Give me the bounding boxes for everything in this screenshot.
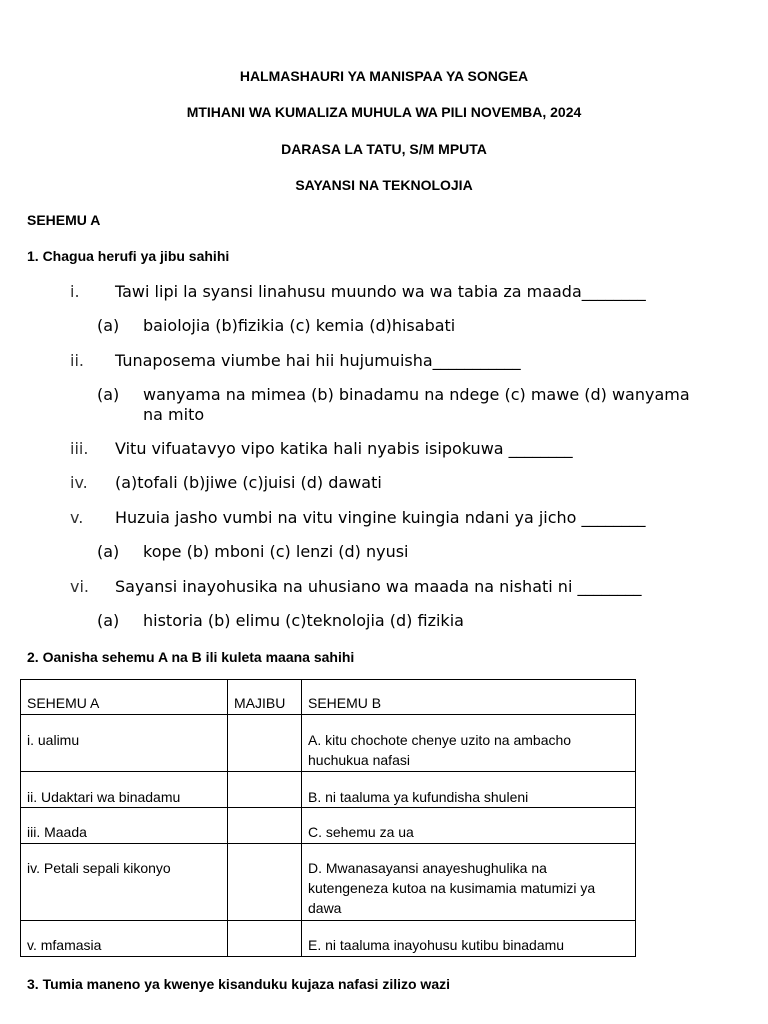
- question-number: v.: [70, 508, 84, 527]
- majibu-cell[interactable]: [228, 921, 302, 957]
- option-text: baiolojia (b)fizikia (c) kemia (d)hisabati: [143, 316, 456, 335]
- question-number: iii.: [70, 439, 89, 458]
- sehemu-a-cell: ii. Udaktari wa binadamu: [21, 772, 228, 808]
- header-class: DARASA LA TATU, S/M MPUTA: [281, 141, 487, 157]
- options-i: [97, 316, 697, 336]
- table-row: [21, 772, 636, 808]
- majibu-cell[interactable]: [228, 715, 302, 772]
- question-text: Tawi lipi la syansi linahusu muundo wa wa tabia za maada________: [115, 282, 646, 301]
- option-label: (a): [97, 316, 120, 335]
- majibu-cell[interactable]: [228, 772, 302, 808]
- header-subject: SAYANSI NA TEKNOLOJIA: [295, 177, 473, 193]
- sehemu-a-cell: v. mfamasia: [21, 921, 228, 957]
- options-vi: [97, 611, 697, 631]
- option-text: wanyama na mimea (b) binadamu na ndege (c) mawe (d) wanyama na mito: [143, 385, 690, 424]
- question-number: i.: [70, 282, 80, 301]
- sehemu-b-cell: C. sehemu za ua: [302, 808, 636, 844]
- question-number: vi.: [70, 577, 89, 596]
- majibu-cell[interactable]: [228, 808, 302, 844]
- header-council: HALMASHAURI YA MANISPAA YA SONGEA: [239, 68, 529, 84]
- question-text: Huzuia jasho vumbi na vitu vingine kuingia ndani ya jicho ________: [115, 508, 646, 527]
- table-row: [21, 715, 636, 772]
- option-label: (a): [97, 385, 120, 404]
- question-number: ii.: [70, 351, 84, 370]
- option-label: (a): [97, 611, 120, 630]
- table-header-row: [21, 680, 636, 715]
- question-text: (a)tofali (b)jiwe (c)juisi (d) dawati: [115, 473, 382, 492]
- sehemu-b-cell: E. ni taaluma inayohusu kutibu binadamu: [302, 921, 636, 957]
- option-label: (a): [97, 542, 120, 561]
- options-ii: [97, 385, 697, 425]
- sehemu-b-cell: A. kitu chochote chenye uzito na ambacho huchukua nafasi: [302, 715, 636, 772]
- header-majibu: MAJIBU: [228, 680, 302, 715]
- header-sehemu-b: SEHEMU B: [302, 680, 636, 715]
- q3-title: 3. Tumia maneno ya kwenye kisanduku kujaza nafasi zilizo wazi: [27, 976, 450, 992]
- matching-table: [20, 679, 636, 957]
- section-a-label: SEHEMU A: [27, 212, 101, 228]
- majibu-cell[interactable]: [228, 844, 302, 921]
- sehemu-b-cell: B. ni taaluma ya kufundisha shuleni: [302, 772, 636, 808]
- options-v: [97, 542, 697, 562]
- question-text: Vitu vifuatavyo vipo katika hali nyabis isipokuwa ________: [115, 439, 573, 458]
- sehemu-a-cell: iii. Maada: [21, 808, 228, 844]
- question-number: iv.: [70, 473, 88, 492]
- sehemu-a-cell: iv. Petali sepali kikonyo: [21, 844, 228, 921]
- sehemu-a-cell: i. ualimu: [21, 715, 228, 772]
- q1-title: 1. Chagua herufi ya jibu sahihi: [27, 248, 230, 264]
- table-row: [21, 844, 636, 921]
- question-text: Sayansi inayohusika na uhusiano wa maada na nishati ni ________: [115, 577, 642, 596]
- sehemu-b-cell: D. Mwanasayansi anayeshughulika na kutengeneza kutoa na kusimamia matumizi ya dawa: [302, 844, 636, 921]
- question-text: Tunaposema viumbe hai hii hujumuisha___________: [115, 351, 521, 370]
- table-row: [21, 921, 636, 957]
- table-row: [21, 808, 636, 844]
- header-sehemu-a: SEHEMU A: [21, 680, 228, 715]
- option-text: historia (b) elimu (c)teknolojia (d) fizikia: [143, 611, 464, 630]
- header-exam: MTIHANI WA KUMALIZA MUHULA WA PILI NOVEMBA, 2024: [186, 104, 582, 120]
- q2-title: 2. Oanisha sehemu A na B ili kuleta maana sahihi: [27, 649, 355, 665]
- option-text: kope (b) mboni (c) lenzi (d) nyusi: [143, 542, 409, 561]
